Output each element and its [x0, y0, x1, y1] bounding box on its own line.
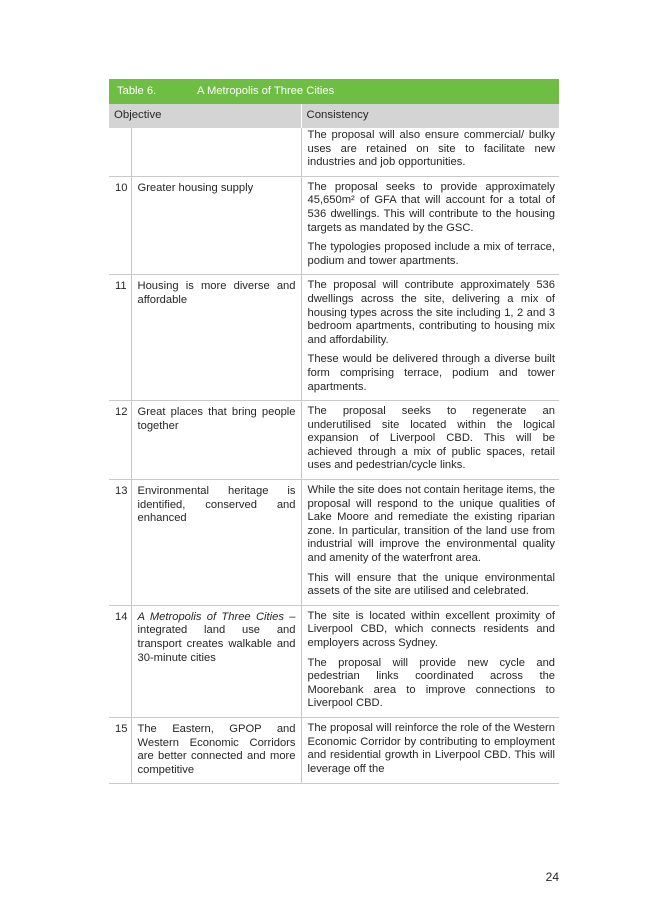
table-caption-title: A Metropolis of Three Cities [197, 84, 335, 97]
table-body [109, 128, 559, 784]
table-row [109, 128, 559, 176]
row-number-cell [109, 480, 131, 606]
row-number: 15 [115, 722, 128, 735]
objective-column-header: Objective [109, 104, 301, 128]
objective-label: – integrated land use and transport creates walkable and 30-minute cities [137, 610, 296, 664]
row-number: 10 [115, 181, 128, 194]
row-number-cell [109, 275, 131, 401]
objective-cell [131, 128, 301, 176]
consistency-paragraph: The proposal will contribute approximately 536 dwellings across the site, delivering a mix of housing types across the site including 1, 2 and 3 bedroom apartments, contributing to housing mix and affordability. [307, 279, 556, 346]
table-header [109, 104, 559, 128]
objective-text [132, 606, 301, 671]
row-number [109, 128, 131, 133]
consistency-cell [301, 605, 559, 717]
objective-italic-text: A Metropolis of Three Cities [137, 610, 284, 623]
objective-text [132, 275, 301, 313]
consistency-column-header: Consistency [301, 104, 559, 128]
table-row [109, 605, 559, 717]
objective-text [132, 480, 301, 532]
table-caption-number: Table 6. [117, 84, 157, 97]
objective-cell [131, 176, 301, 275]
row-number: 11 [115, 280, 127, 293]
objective-label: The Eastern, GPOP and Western Economic Corridors are better connected and more competitive [137, 722, 296, 776]
consistency-cell [301, 717, 559, 783]
consistency-paragraph: The proposal seeks to regenerate an underutilised site located within the logical expansion of Liverpool CBD. This will be achieved through a mix of public spaces, retail uses and pedestrian/cycle links. [307, 405, 556, 472]
objective-label: Great places that bring people together [137, 406, 296, 432]
objectives-table [109, 79, 559, 784]
row-number-cell [109, 717, 131, 783]
objective-cell [131, 717, 301, 783]
page-number: 24 [545, 870, 559, 884]
table-caption [109, 79, 559, 104]
row-number-cell [109, 605, 131, 717]
consistency-paragraph: The proposal will also ensure commercial/ bulky uses are retained on site to facilitate new industries and job opportunities. [307, 129, 556, 169]
table-row [109, 275, 559, 401]
row-number-cell [109, 176, 131, 275]
row-number: 14 [115, 610, 128, 623]
consistency-paragraph: The proposal seeks to provide approximately 45,650m² of GFA that will account for a total of 536 dwellings. This will contribute to the housing targets as mandated by the GSC. [307, 180, 556, 234]
consistency-paragraph: The site is located within excellent proximity of Liverpool CBD, which connects residents and employers across Sydney. [307, 609, 556, 649]
objective-label: Environmental heritage is identified, conserved and enhanced [137, 485, 296, 525]
objective-cell [131, 401, 301, 480]
objective-cell [131, 275, 301, 401]
objective-text [132, 401, 301, 439]
consistency-cell [301, 480, 559, 606]
objective-label: Housing is more diverse and affordable [137, 280, 296, 306]
row-number: 13 [115, 485, 128, 498]
objective-cell [131, 605, 301, 717]
objective-cell [131, 480, 301, 606]
consistency-cell [301, 275, 559, 401]
consistency-cell [301, 176, 559, 275]
consistency-paragraph: The proposal will reinforce the role of the Western Economic Corridor by contributing to employment and residential growth in Liverpool CBD. This will leverage off the [307, 721, 556, 775]
objective-text [132, 128, 301, 139]
row-number-cell [109, 128, 131, 176]
objective-text [132, 718, 301, 783]
consistency-paragraph: These would be delivered through a diverse built form comprising terrace, podium and tower apartments. [307, 353, 556, 393]
consistency-paragraph: The typologies proposed include a mix of terrace, podium and tower apartments. [307, 241, 556, 267]
consistency-paragraph: This will ensure that the unique environmental assets of the site are utilised and celebrated. [307, 571, 556, 598]
consistency-paragraph: The proposal will provide new cycle and pedestrian links coordinated across the Moorebank area to improve connections to Liverpool CBD. [307, 656, 556, 710]
row-number-cell [109, 401, 131, 480]
consistency-cell [301, 128, 559, 176]
table-row [109, 401, 559, 480]
consistency-cell [301, 401, 559, 480]
table-row [109, 176, 559, 275]
table-row [109, 480, 559, 606]
consistency-paragraph: While the site does not contain heritage items, the proposal will respond to the unique qualities of Lake Moore and remediate the existing riparian zone. In particular, transition of the land use from industrial will improve the environmental quality and amenity of the waterfront area. [307, 484, 556, 565]
objective-label: Greater housing supply [137, 181, 254, 194]
objective-text [132, 177, 301, 202]
row-number: 12 [115, 406, 128, 419]
table-row [109, 717, 559, 783]
